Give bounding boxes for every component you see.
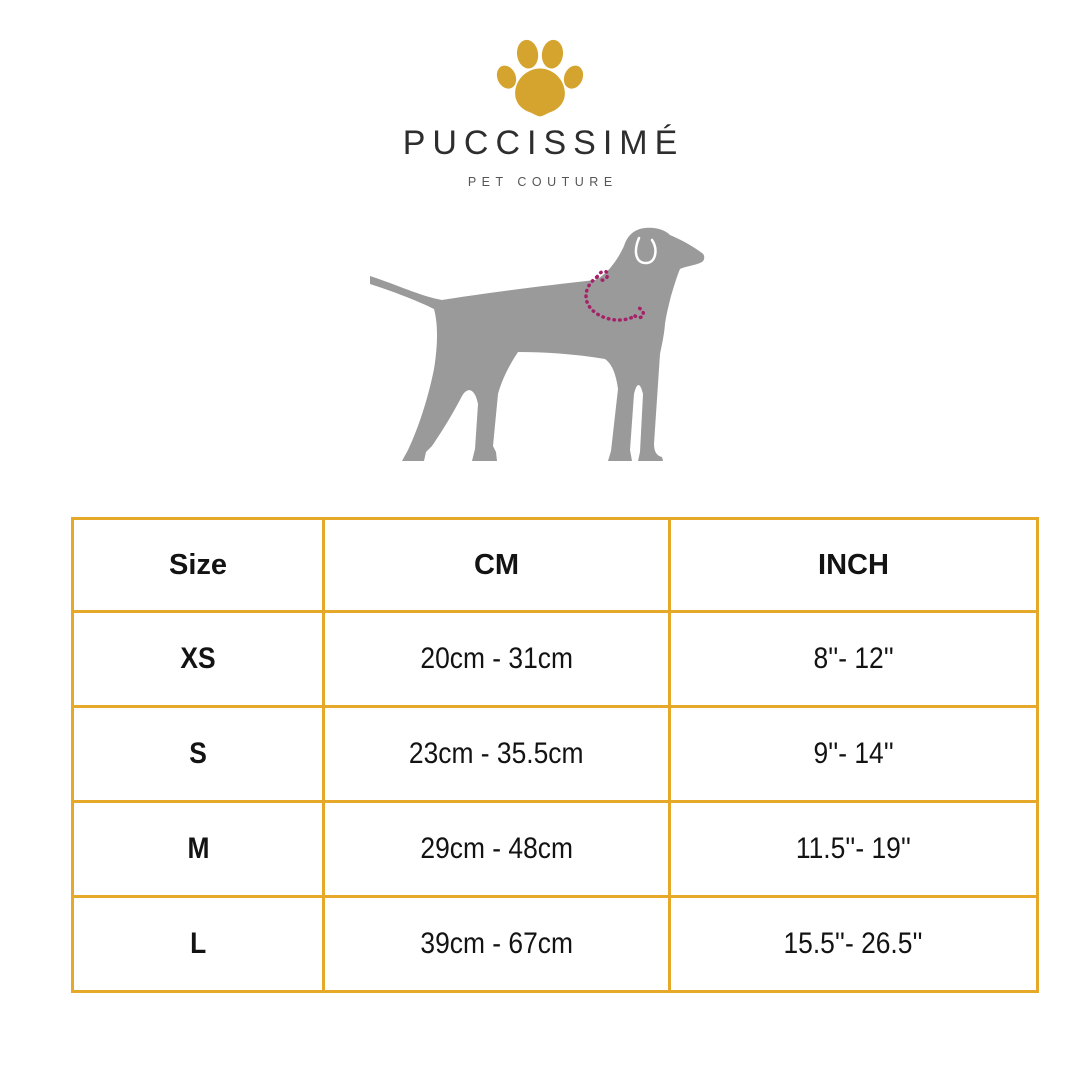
inch-cell: 15.5''- 26.5'' [670,897,1038,992]
cm-cell: 23cm - 35.5cm [324,707,670,802]
col-header-cm: CM [324,519,670,612]
col-header-inch: INCH [670,519,1038,612]
table-row-xs [73,612,1038,707]
dog-silhouette-icon [350,203,750,480]
inch-cell: 9''- 14'' [670,707,1038,802]
cm-cell: 20cm - 31cm [324,612,670,707]
cm-cell: 29cm - 48cm [324,802,670,897]
table-row-m [73,802,1038,897]
inch-cell: 11.5''- 19'' [670,802,1038,897]
table-row-s [73,707,1038,802]
brand-tagline: PET COUTURE [467,175,618,189]
size-cell: M [73,802,324,897]
col-header-size: Size [73,519,324,612]
table-row-l [73,897,1038,992]
cm-cell: 39cm - 67cm [324,897,670,992]
size-chart-table [71,517,1039,993]
paw-icon [492,36,588,124]
inch-cell: 8''- 12'' [670,612,1038,707]
brand-name: PUCCISSIMÉ [402,124,685,162]
header-row [73,519,1038,612]
size-cell: L [73,897,324,992]
size-cell: XS [73,612,324,707]
size-cell: S [73,707,324,802]
